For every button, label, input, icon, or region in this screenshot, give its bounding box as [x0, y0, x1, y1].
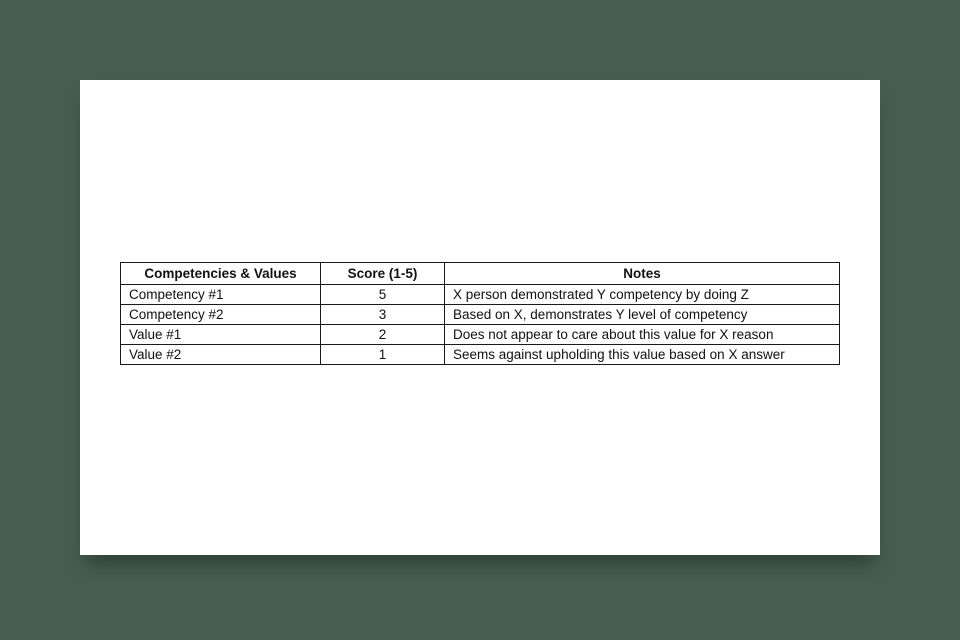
- scoring-table: [120, 262, 840, 365]
- table-row: [121, 345, 840, 365]
- row-score: 2: [321, 325, 445, 345]
- row-note: Seems against upholding this value based on X answer: [445, 345, 840, 365]
- row-item: Competency #2: [121, 305, 321, 325]
- row-score: 3: [321, 305, 445, 325]
- table-row: [121, 325, 840, 345]
- row-note: Based on X, demonstrates Y level of competency: [445, 305, 840, 325]
- row-item: Competency #1: [121, 285, 321, 305]
- document-sheet: [80, 80, 880, 555]
- row-item: Value #1: [121, 325, 321, 345]
- row-note: X person demonstrated Y competency by doing Z: [445, 285, 840, 305]
- row-score: 5: [321, 285, 445, 305]
- header-competencies-values: Competencies & Values: [121, 263, 321, 285]
- header-score: Score (1-5): [321, 263, 445, 285]
- header-notes: Notes: [445, 263, 840, 285]
- row-note: Does not appear to care about this value for X reason: [445, 325, 840, 345]
- row-item: Value #2: [121, 345, 321, 365]
- row-score: 1: [321, 345, 445, 365]
- table-row: [121, 305, 840, 325]
- table-row: [121, 285, 840, 305]
- header-row: [121, 263, 840, 285]
